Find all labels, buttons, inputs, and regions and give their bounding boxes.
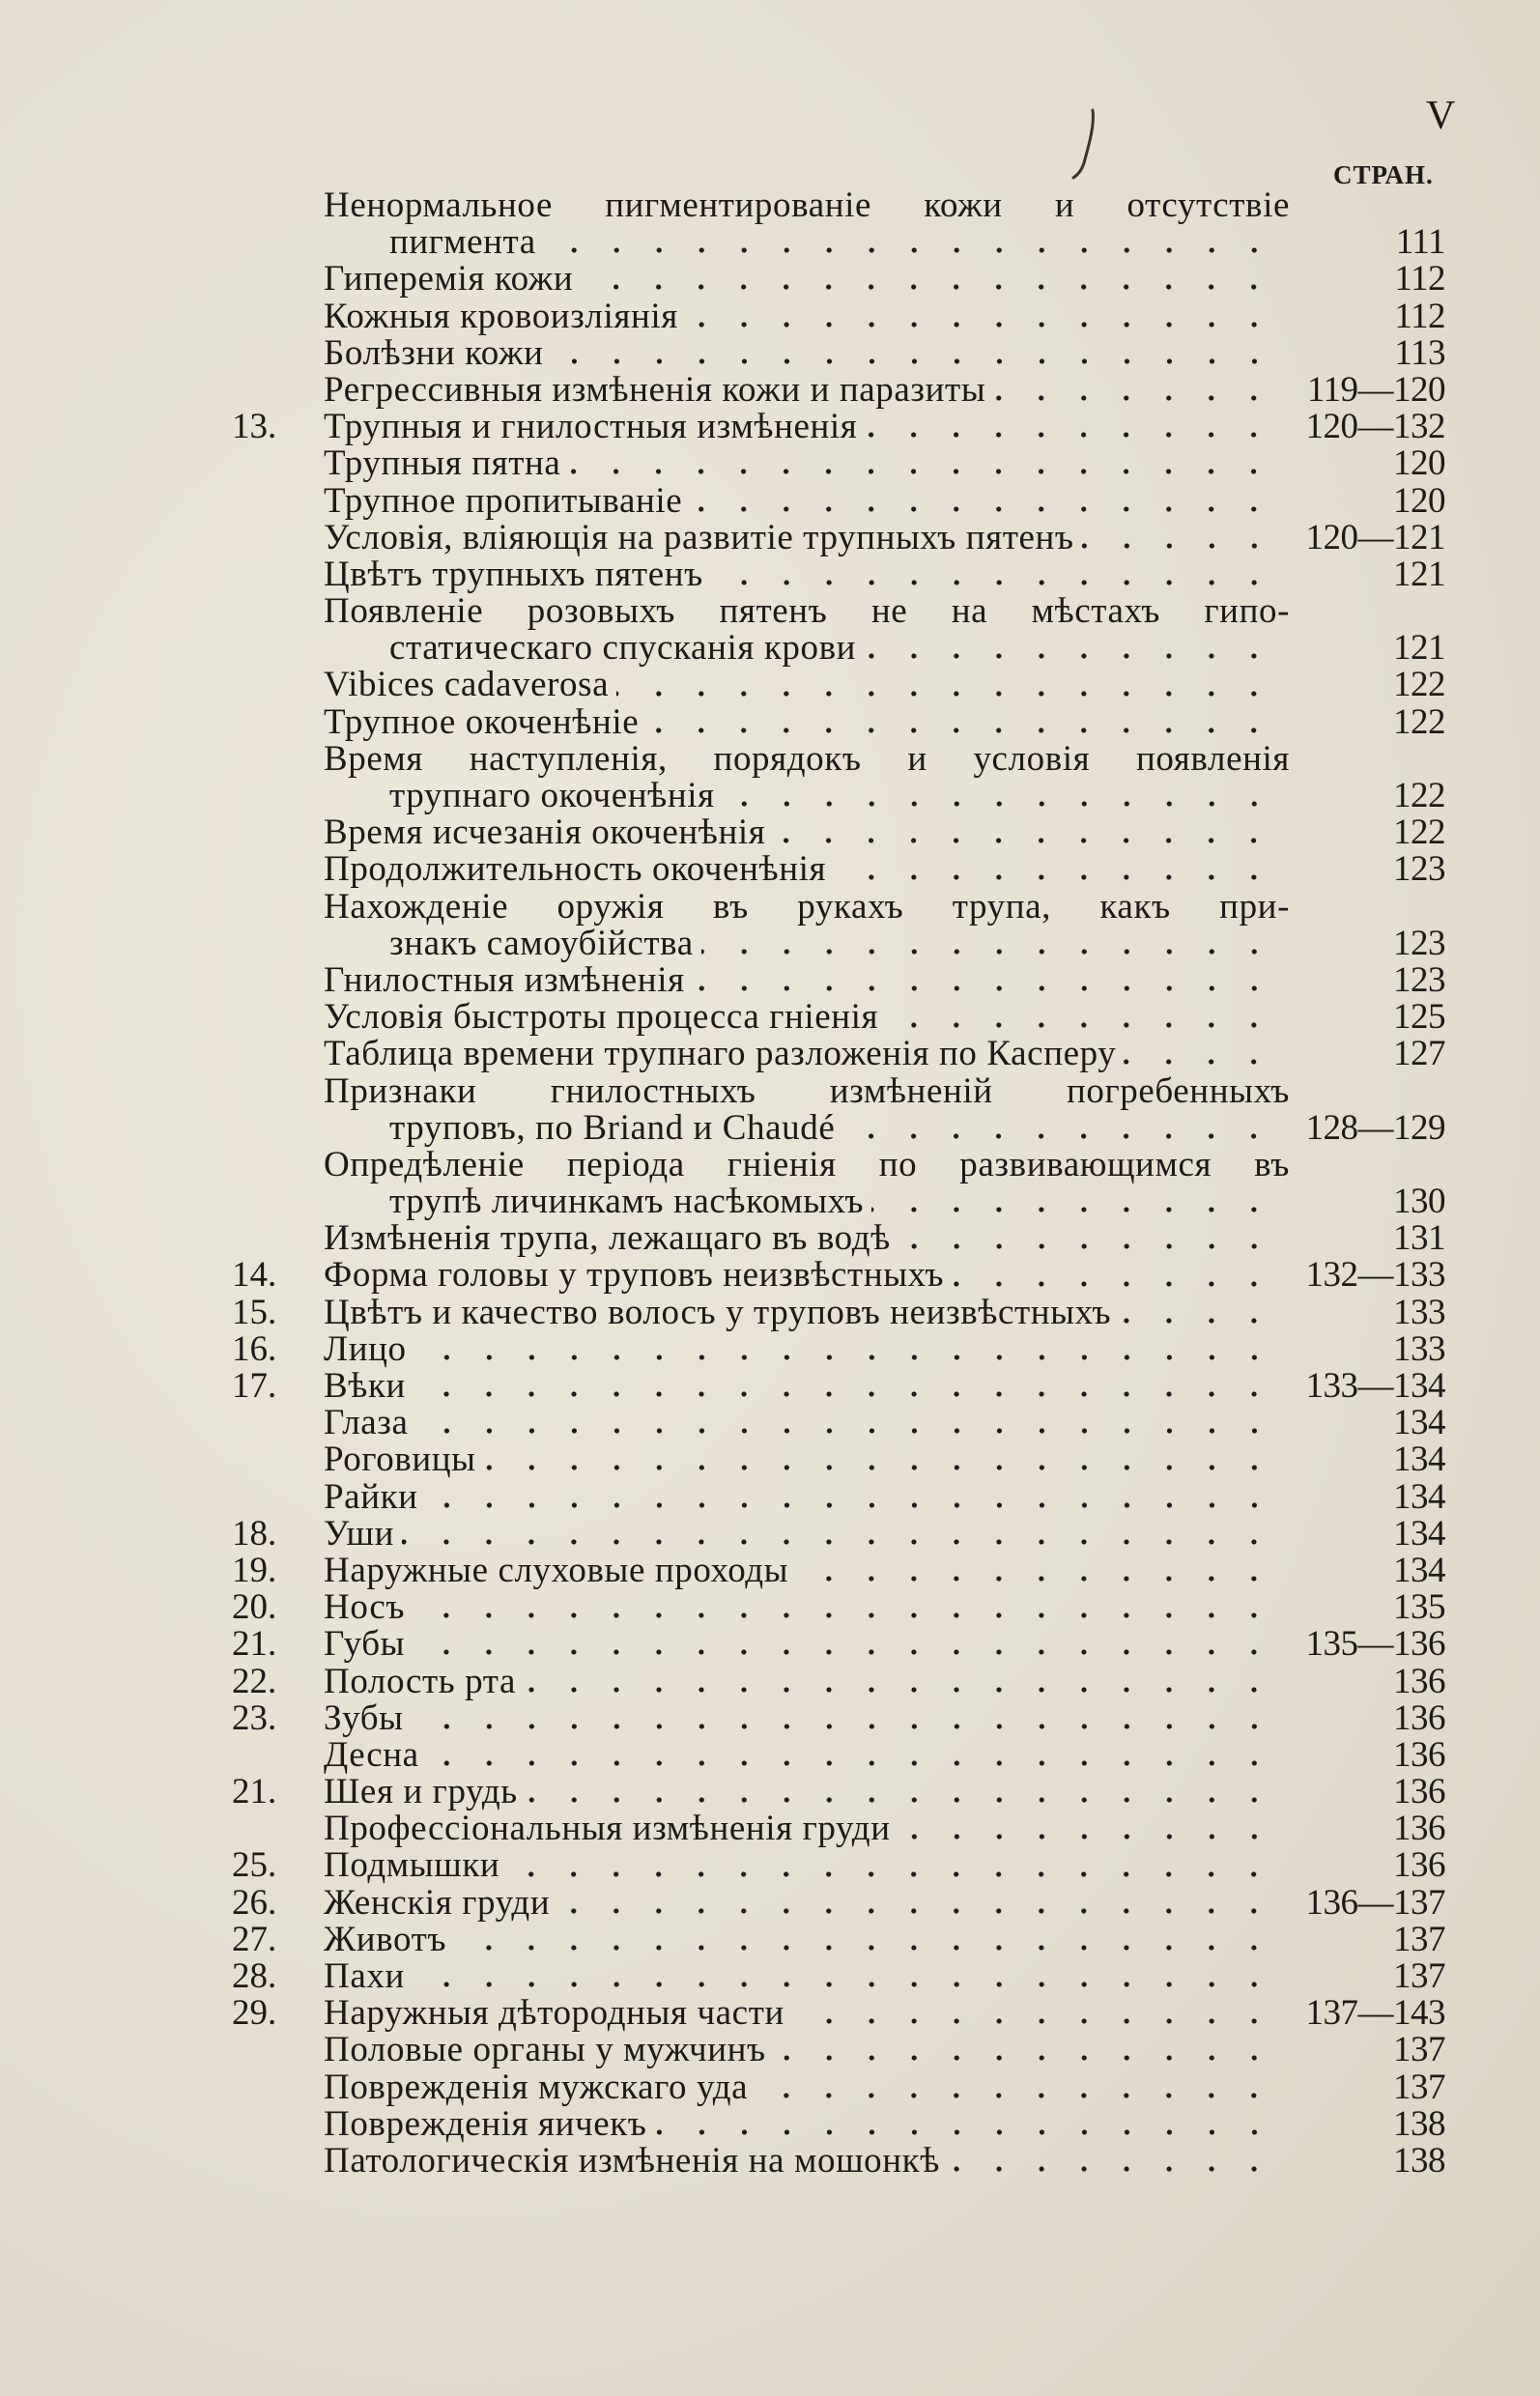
toc-line [232,1847,1445,1884]
entry-number: 19. [232,1550,277,1590]
entry-title: Трупныя пятна [324,443,561,484]
entry-title: Вѣки [324,1366,406,1406]
toc-entry [232,2069,1445,2106]
entry-page: 130 [1393,1182,1445,1222]
toc-line [232,738,1445,779]
entry-number: 25. [232,1845,277,1886]
toc-entry [232,1550,1445,1590]
entry-page: 134 [1393,1476,1445,1517]
entry-title: Цвѣтъ трупныхъ пятенъ [324,554,703,594]
dot-leader [581,283,1275,291]
dot-leader [557,1907,1275,1915]
entry-number: 18. [232,1513,277,1554]
entry-title: Роговицы [324,1440,476,1480]
entry-title: статическаго спусканія крови [389,628,857,669]
dot-leader [454,1944,1275,1952]
entry-page: 120—121 [1305,517,1445,557]
dot-leader [427,1759,1275,1767]
dot-leader [948,2165,1275,2173]
toc-line [232,1958,1445,1995]
toc-line [232,1734,1445,1775]
toc-entry [232,1292,1445,1332]
toc-line [232,1811,1445,1847]
toc-entry [232,445,1445,482]
entry-page: 127 [1393,1034,1445,1074]
toc-line [232,187,1445,224]
toc-entry [232,1847,1445,1884]
toc-entry [232,1368,1445,1405]
toc-line [232,814,1445,851]
dot-leader [834,873,1275,881]
entry-page: 122 [1393,776,1445,815]
dot-leader [1124,1058,1275,1066]
toc-entry [232,556,1445,593]
dot-leader [426,1501,1275,1509]
toc-line [232,1328,1445,1369]
entry-title: Профессіональныя измѣненія груди [324,1809,891,1849]
toc-line [232,1070,1445,1111]
entry-page: 111 [1395,222,1445,263]
dot-leader [952,1280,1275,1288]
dot-leader [898,1242,1275,1250]
entry-title: Гнилостныя измѣненія [324,959,685,1000]
toc-line [232,959,1445,1000]
toc-entry [232,1811,1445,1847]
dot-leader [524,1686,1275,1694]
toc-entry [232,261,1445,298]
entry-page: 137—143 [1305,1993,1445,2034]
entry-title: Продолжительность окоченѣнія [324,849,827,890]
toc-line [232,2103,1445,2144]
entry-title: Гиперемія кожи [324,259,574,300]
entry-number: 28. [232,1956,277,1996]
dot-leader [1082,542,1275,550]
toc-line [232,556,1445,593]
toc-line [232,1441,1445,1478]
toc-entry [232,1734,1445,1775]
entry-number: 22. [232,1661,277,1701]
entry-number: 16. [232,1328,277,1369]
toc-line [232,1919,1445,1959]
dot-leader [871,1206,1275,1213]
entry-title: Животъ [324,1919,447,1959]
toc-line [232,1513,1445,1554]
toc-line [232,1257,1445,1294]
dot-leader [646,727,1275,734]
toc-entry [232,814,1445,851]
toc-line [232,517,1445,557]
toc-entry [232,296,1445,336]
dot-leader [552,357,1275,365]
entry-title: Половые органы у мужчинъ [324,2030,766,2070]
entry-title: Пахи [324,1956,405,1996]
entry-title: трупѣ личинкамъ насѣкомыхъ [389,1182,865,1222]
entry-title: Женскія груди [324,1882,551,1923]
dot-leader [701,948,1275,956]
toc-entry [232,517,1445,557]
toc-line [232,296,1445,336]
toc-entry [232,2032,1445,2068]
entry-title: Vibices cadaverosa [324,665,610,705]
toc-entry [232,738,1445,815]
toc-entry [232,1661,1445,1701]
entry-page: 131 [1393,1218,1445,1259]
entry-title: Поврежденія яичекъ [324,2103,647,2144]
toc-line [232,332,1445,373]
toc-line [232,1405,1445,1441]
dot-leader [413,1648,1275,1656]
entry-title: Время наступленія, порядокъ и условія появленія [324,738,1290,779]
entry-page: 120 [1393,480,1445,521]
entry-title: знакъ самоубійства [389,923,694,963]
toc-line [232,886,1445,927]
entry-title: Условія, вліяющія на развитіе трупныхъ пятенъ [324,517,1074,557]
entry-page: 137 [1393,2030,1445,2070]
entry-title: Измѣненія трупа, лежащаго въ водѣ [324,1218,891,1259]
entry-number: 23. [232,1697,277,1738]
entry-title: Губы [324,1624,406,1665]
entry-title: Трупное пропитываніе [324,480,683,521]
entry-title: Ненормальное пигментированіе кожи и отсутствіе [324,185,1290,225]
dot-leader [414,1354,1275,1361]
entry-title: Наружныя дѣтородныя части [324,1993,784,2034]
toc-entry [232,851,1445,888]
toc-entry [232,999,1445,1036]
toc-entry [232,886,1445,963]
toc-line [232,480,1445,521]
toc-entry [232,409,1445,445]
toc-entry [232,332,1445,373]
entry-title: Таблица времени трупнаго разложенія по Касперу [324,1034,1117,1074]
entry-page: 137 [1393,1956,1445,1996]
toc-line [232,1589,1445,1626]
toc-entry [232,1589,1445,1626]
entry-title: Десна [324,1734,419,1775]
toc-entry [232,1919,1445,1959]
page-number-roman: V [1426,94,1456,138]
dot-leader [723,800,1275,808]
dot-leader [544,246,1275,254]
entry-number: 13. [232,407,277,447]
toc-entry [232,1070,1445,1148]
entry-title: Появленіе розовыхъ пятенъ не на мѣстахъ гипо- [324,591,1290,632]
entry-page: 136 [1393,1734,1445,1775]
entry-page: 134 [1393,1550,1445,1590]
toc-line [232,2032,1445,2068]
toc-entry [232,187,1445,261]
toc-line [232,778,1445,814]
toc-line [232,1626,1445,1663]
entry-page: 120—132 [1305,407,1445,447]
entry-page: 123 [1393,923,1445,963]
toc-entry [232,1257,1445,1294]
toc-entry [232,2103,1445,2144]
entry-number: 27. [232,1919,277,1959]
dot-leader [416,1427,1275,1435]
entry-page: 120 [1393,443,1445,484]
entry-page: 123 [1393,849,1445,890]
toc-entry [232,1328,1445,1369]
toc-line [232,1995,1445,2032]
entry-page: 136 [1393,1809,1445,1849]
toc-entry [232,1220,1445,1257]
toc-line [232,1292,1445,1332]
dot-leader [774,2054,1275,2062]
dot-leader [655,2128,1275,2136]
toc-entry [232,2140,1445,2181]
entry-title: Трупное окоченѣніе [324,701,640,742]
entry-title: Цвѣтъ и качество волосъ у труповъ неизвѣстныхъ [324,1292,1112,1332]
dot-leader [690,505,1275,513]
entry-page: 138 [1393,2103,1445,2144]
entry-number: 21. [232,1772,277,1812]
toc-entry [232,1882,1445,1923]
dot-leader [773,837,1275,844]
dot-leader [413,1612,1275,1619]
toc-entry [232,701,1445,742]
toc-entry [232,1036,1445,1072]
dot-leader [484,1464,1275,1471]
toc-line [232,1476,1445,1517]
toc-entry [232,1144,1445,1222]
dot-leader [898,1833,1275,1840]
entry-title: Подмышки [324,1845,500,1886]
entry-title: Глаза [324,1403,409,1443]
dot-leader [842,1132,1275,1140]
entry-page: 134 [1393,1440,1445,1480]
entry-page: 136 [1393,1661,1445,1701]
entry-title: Время исчезанія окоченѣнія [324,813,766,853]
entry-page: 121 [1393,554,1445,594]
entry-page: 125 [1393,997,1445,1038]
entry-title: Шея и грудь [324,1772,518,1812]
dot-leader [616,690,1275,698]
toc-line [232,1774,1445,1811]
toc-line [232,1144,1445,1184]
entry-page: 123 [1393,959,1445,1000]
entry-page: 136 [1393,1697,1445,1738]
entry-title: Полость рта [324,1661,516,1701]
dot-leader [756,2092,1275,2099]
entry-page: 112 [1394,296,1445,336]
entry-page: 112 [1394,259,1445,300]
entry-title: Кожныя кровоизліянія [324,296,678,336]
entry-title: Зубы [324,1697,404,1738]
entry-title: трупнаго окоченѣнія [389,776,715,815]
toc-line [232,1550,1445,1590]
entry-title: Трупныя и гнилостныя измѣненія [324,407,858,447]
entry-page: 133 [1393,1328,1445,1369]
dot-leader [886,1021,1275,1029]
toc-entry [232,593,1445,667]
entry-title: Носъ [324,1587,406,1628]
entry-title: Лицо [324,1328,407,1369]
entry-number: 17. [232,1366,277,1406]
entry-title: Патологическія измѣненія на мошонкѣ [324,2140,940,2181]
toc-line [232,409,1445,445]
entry-title: Райки [324,1476,418,1517]
toc-entry [232,1697,1445,1738]
entry-title: Уши [324,1513,395,1554]
toc-line [232,1184,1445,1220]
dot-leader [414,1390,1275,1398]
toc-line [232,369,1445,410]
toc-line [232,1107,1445,1148]
toc-line [232,224,1445,261]
toc-line [232,923,1445,963]
entry-page: 122 [1393,813,1445,853]
toc-line [232,1036,1445,1072]
page-column-label: СТРАН. [1333,160,1434,189]
entry-number: 20. [232,1587,277,1628]
toc-line [232,701,1445,742]
dot-leader [865,431,1275,439]
entry-title: Условія быстроты процесса гніенія [324,997,879,1038]
entry-number: 15. [232,1292,277,1332]
entry-page: 113 [1394,332,1445,373]
entry-page: 136 [1393,1772,1445,1812]
toc-line [232,445,1445,482]
dot-leader [693,984,1275,992]
toc-line [232,1882,1445,1923]
toc-line [232,2069,1445,2106]
entry-title: пигмента [389,222,536,263]
entry-number: 26. [232,1882,277,1923]
dot-leader [792,2017,1275,2025]
toc-line [232,667,1445,703]
dot-leader [412,1723,1275,1730]
entry-title: Нахожденіе оружія въ рукахъ трупа, какъ при- [324,886,1290,927]
toc-entry [232,1626,1445,1663]
entry-page: 134 [1393,1403,1445,1443]
dot-leader [686,321,1275,328]
entry-page: 136—137 [1305,1882,1445,1923]
toc-entry [232,480,1445,521]
entry-page: 138 [1393,2140,1445,2181]
table-of-contents [232,187,1445,2180]
dot-leader [413,1981,1275,1988]
entry-title: Опредѣленіе періода гніенія по развивающимся въ [324,1144,1290,1184]
toc-line [232,630,1445,667]
pencil-mark-icon [1068,106,1106,184]
entry-page: 121 [1393,628,1445,669]
toc-entry [232,369,1445,410]
dot-leader [864,652,1275,660]
toc-entry [232,1995,1445,2032]
entry-title: Поврежденія мужскаго уда [324,2067,749,2107]
toc-line [232,261,1445,298]
entry-page: 132—133 [1305,1255,1445,1296]
dot-leader [526,1796,1275,1804]
dot-leader [507,1870,1275,1878]
entry-page: 134 [1393,1513,1445,1554]
dot-leader [796,1575,1275,1583]
toc-entry [232,1476,1445,1517]
entry-number: 21. [232,1624,277,1665]
toc-entry [232,667,1445,703]
toc-line [232,1661,1445,1701]
toc-entry [232,1405,1445,1441]
toc-line [232,1220,1445,1257]
entry-page: 137 [1393,1919,1445,1959]
toc-line [232,999,1445,1036]
entry-page: 136 [1393,1845,1445,1886]
entry-title: Наружные слуховые проходы [324,1550,789,1590]
entry-page: 137 [1393,2067,1445,2107]
toc-entry [232,1774,1445,1811]
toc-line [232,1368,1445,1405]
toc-entry [232,1441,1445,1478]
entry-page: 133 [1393,1292,1445,1332]
entry-title: Признаки гнилостныхъ измѣненій погребенныхъ [324,1070,1290,1111]
toc-line [232,1697,1445,1738]
entry-page: 122 [1393,701,1445,742]
entry-page: 133—134 [1305,1366,1445,1406]
dot-leader [1119,1317,1275,1325]
dot-leader [993,394,1275,402]
entry-title: Форма головы у труповъ неизвѣстныхъ [324,1255,945,1296]
entry-page: 122 [1393,665,1445,705]
toc-entry [232,1958,1445,1995]
dot-leader [568,468,1275,475]
entry-title: труповъ, по Briand и Chaudé [389,1107,836,1148]
dot-leader [402,1538,1275,1546]
entry-title: Регрессивныя измѣненія кожи и паразиты [324,369,986,410]
toc-line [232,593,1445,630]
entry-number: 14. [232,1255,277,1296]
toc-entry [232,959,1445,1000]
entry-page: 135 [1393,1587,1445,1628]
entry-number: 29. [232,1993,277,2034]
toc-line [232,851,1445,888]
entry-page: 119—120 [1306,369,1445,410]
entry-page: 128—129 [1305,1107,1445,1148]
toc-entry [232,1513,1445,1554]
entry-page: 135—136 [1305,1624,1445,1665]
entry-title: Болѣзни кожи [324,332,544,373]
toc-line [232,2140,1445,2181]
dot-leader [711,579,1275,586]
